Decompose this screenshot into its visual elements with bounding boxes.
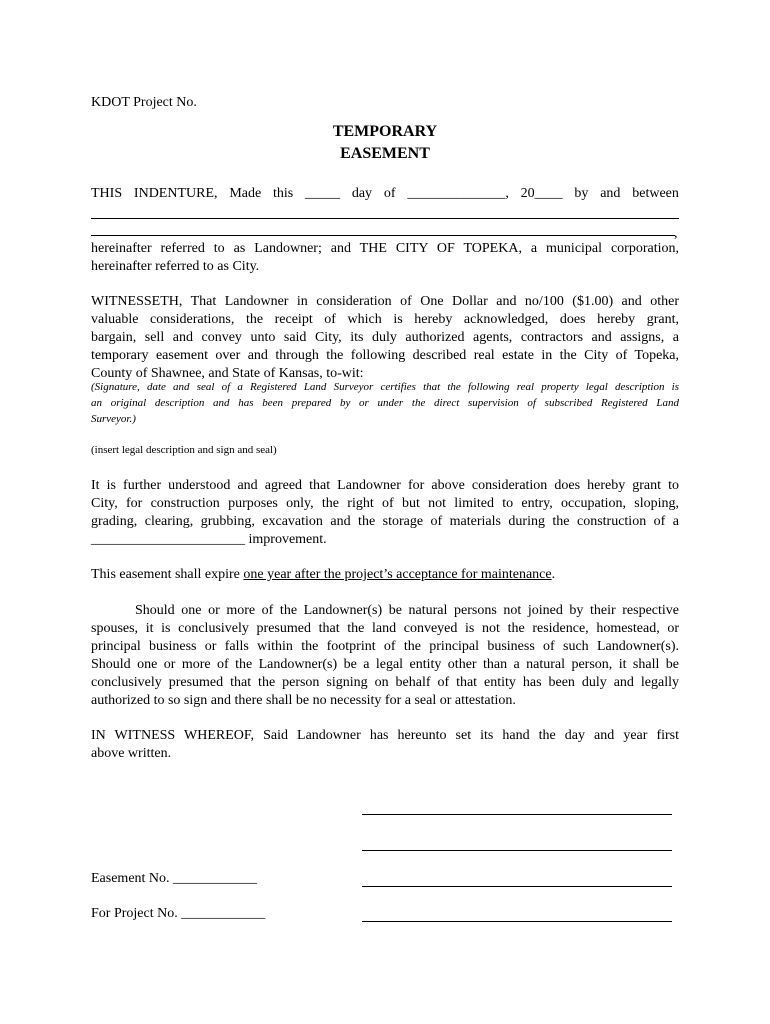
further-line-1: It is further understood and agreed that Landowner for above consideration does hereby grant to [91, 478, 679, 493]
witnesseth-line-1: WITNESSETH, That Landowner in consideration of One Dollar and no/100 ($1.00) and other [91, 294, 679, 309]
should-line-2: spouses, it is conclusively presumed that the land conveyed is not the residence, homestead, or [91, 621, 679, 636]
should-line-6: authorized to so sign and there shall be no necessity for a seal or attestation. [91, 693, 516, 708]
witnesseth-line-3: bargain, sell and convey unto said City, its duly authorized agents, contractors and assigns, a [91, 330, 679, 345]
expire-prefix: This easement shall expire [91, 567, 244, 582]
witnesseth-line-4: temporary easement over and through the following described real estate in the City of Topeka, [91, 348, 679, 363]
signature-line-1[interactable] [362, 814, 672, 815]
day-blank[interactable]: _____ [305, 186, 341, 201]
title-line-1: TEMPORARY [332, 123, 438, 140]
indenture-word: by [574, 186, 589, 201]
month-blank[interactable]: ______________, [407, 186, 509, 201]
signature-line-3[interactable] [362, 886, 672, 887]
should-line-3: principal business or falls within the footprint of the principal business of such Landowner(s). [91, 639, 679, 654]
expire-suffix: . [551, 567, 556, 582]
indenture-word: INDENTURE, [133, 186, 218, 201]
insert-legal-description: (insert legal description and sign and seal) [91, 444, 277, 456]
should-line-4: Should one or more of the Landowner(s) be a legal entity other than a natural person, it shall be [91, 657, 679, 672]
surveyor-note-line-2: an original description and has been prepared by or under the direct supervision of subscribed Registered Land [91, 397, 679, 409]
landowner-text-line-1: hereinafter referred to as Landowner; and THE CITY OF TOPEKA, a municipal corporation, [91, 241, 679, 256]
expire-line [91, 566, 555, 584]
year-blank[interactable]: 20____ [520, 186, 563, 201]
should-line-1: Should one or more of the Landowner(s) be natural persons not joined by their respective [135, 603, 679, 618]
indenture-word: and [600, 186, 621, 201]
indenture-word: Made [229, 186, 262, 201]
surveyor-note-line-3: Surveyor.) [91, 413, 136, 425]
witnesseth-line-2: valuable considerations, the receipt of which is hereby acknowledged, does hereby grant, [91, 312, 679, 327]
for-project-number[interactable]: For Project No. ____________ [91, 906, 266, 921]
further-line-2: City, for construction purposes only, the right of but not limited to entry, occupation, sloping, [91, 496, 679, 511]
title-line-2: EASEMENT [340, 145, 430, 162]
comma-mark: , [674, 226, 678, 241]
witness-line-1: IN WITNESS WHEREOF, Said Landowner has hereunto set its hand the day and year first [91, 728, 679, 743]
indenture-word: between [632, 186, 679, 201]
should-line-5: conclusively presumed that the person signing on behalf of that entity has been duly and legally [91, 675, 679, 690]
further-line-4: ______________________ improvement. [91, 532, 327, 547]
indenture-word: day [351, 186, 373, 201]
kdot-project-label: KDOT Project No. [91, 95, 197, 110]
easement-number[interactable]: Easement No. ____________ [91, 871, 258, 886]
indenture-line [91, 185, 679, 203]
witness-line-2: above written. [91, 746, 172, 761]
landowner-name-line-2[interactable] [91, 235, 675, 236]
surveyor-note-line-1: (Signature, date and seal of a Registered Land Surveyor certifies that the following real property legal description is [91, 381, 679, 393]
further-line-3: grading, clearing, grubbing, excavation and the storage of materials during the construction of a [91, 514, 679, 529]
landowner-name-line-1[interactable] [91, 218, 679, 219]
signature-line-2[interactable] [362, 850, 672, 851]
indenture-word: this [273, 186, 294, 201]
signature-line-4[interactable] [362, 921, 672, 922]
landowner-text-line-2: hereinafter referred to as City. [91, 259, 260, 274]
expire-term: one year after the project’s acceptance for maintenance [243, 567, 552, 582]
indenture-word: of [383, 186, 396, 201]
indenture-word: THIS [91, 186, 123, 201]
witnesseth-line-5: County of Shawnee, and State of Kansas, to-wit: [91, 366, 364, 381]
